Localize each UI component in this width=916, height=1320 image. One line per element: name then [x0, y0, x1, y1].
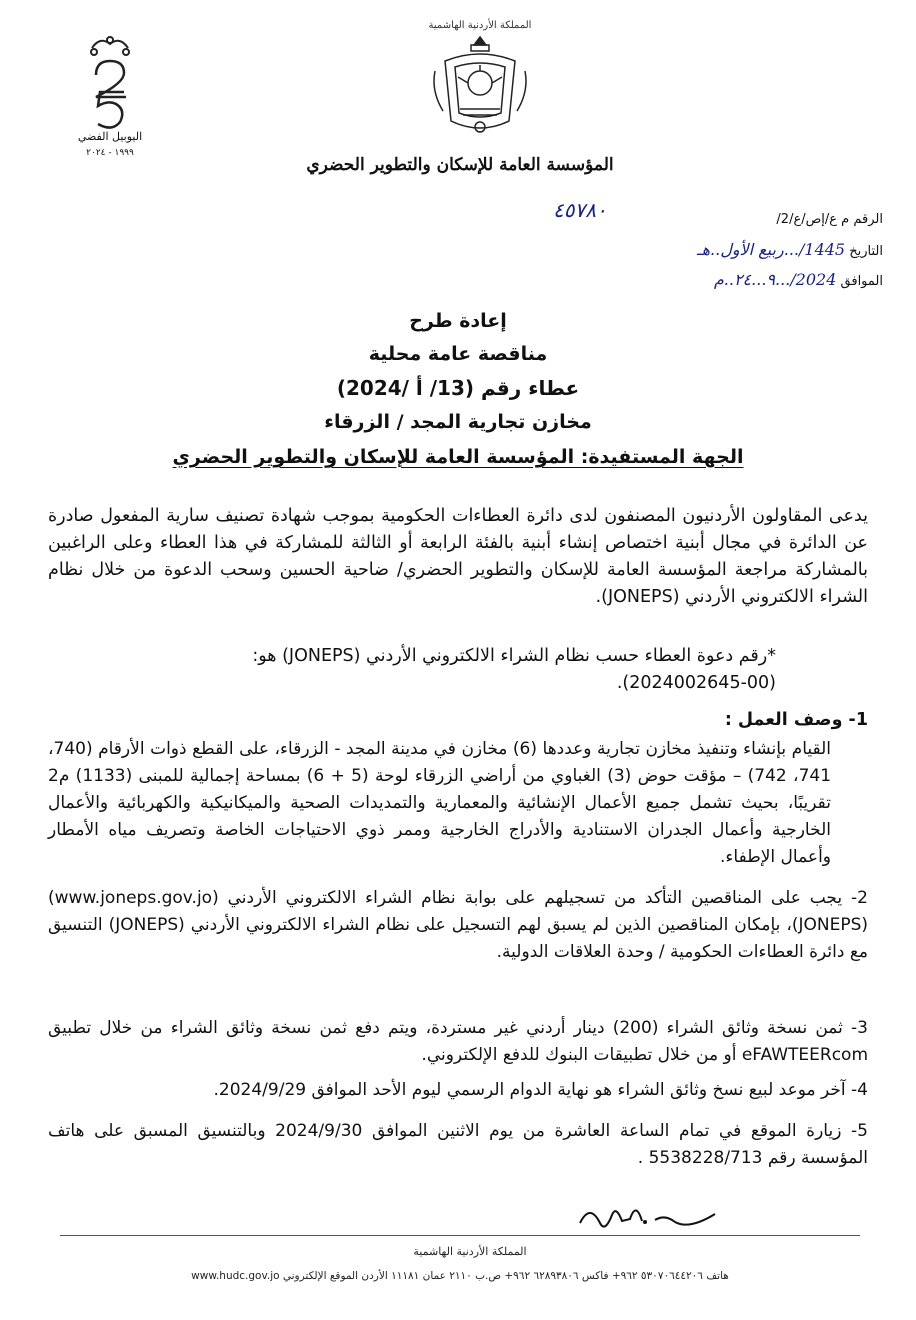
section-4: 4- آخر موعد لبيع نسخ وثائق الشراء هو نهاية الدوام الرسمي ليوم الأحد الموافق 2024/9/29. — [213, 1080, 868, 1100]
organization-name: المؤسسة العامة للإسكان والتطوير الحضري — [306, 155, 614, 175]
title-beneficiary — [0, 446, 916, 468]
section-5: 5- زيارة الموقع في تمام الساعة العاشرة من يوم الاثنين الموافق 2024/9/30 وبالتنسيق المسبق على هاتف المؤسسة رقم 5538228/713 . — [48, 1121, 868, 1168]
intro-reference — [76, 643, 776, 697]
beneficiary-text: الجهة المستفيدة: المؤسسة العامة للإسكان والتطوير الحضري — [172, 446, 744, 468]
reference-date-line — [553, 235, 883, 265]
anniversary-25-emblem-icon — [70, 30, 150, 130]
section-1-heading: 1- وصف العمل : — [724, 710, 868, 730]
emblem-caption: المملكة الأردنية الهاشمية — [428, 20, 532, 31]
reference-date-label: التاريخ — [849, 244, 883, 259]
title-project: مخازن تجارية المجد / الزرقاء — [324, 411, 592, 433]
footer-contact: هاتف ٥٣٠٧٠٦٤٤٢٠٦ ٩٦٢+ فاكس ٦٢٨٩٣٨٠٦ ٩٦٢+ ص.ب ٢١١٠ عمان ١١١٨١ الأردن الموقع الإلكتروني www.hudc.gov.jo — [191, 1270, 729, 1282]
signature-icon — [575, 1198, 735, 1238]
anniversary-years: ١٩٩٩ - ٢٠٢٤ — [86, 148, 134, 158]
reference-agreed-value: 2024/...٩...٢٤..م — [713, 270, 837, 289]
section-1-body: القيام بإنشاء وتنفيذ مخازن تجارية وعددها (6) مخازن في مدينة المجد - الزرقاء، على القطع ذوات الأرقام (740، 741، 742) – مؤقت حوض (3) الغباوي من أراضي الزرقاء لوحة (5 + 6) بمساحة إجمالية للمبنى (1133) م2 تقريبًا، بحيث تشمل جميع الأعمال الإنشائية والمعمارية والتمديدات الصحية والميكانيكية والكهربائية والأعمال الخارجية وأعمال الجدران الاستنادية والأدراج الخارجية وممر ذوي الاحتياجات الخاصة وتصريف مياه الأمطار وأعمال الإطفاء. — [48, 739, 832, 867]
intro-reference-line2: (2024002645-00). — [616, 673, 776, 693]
footer-divider — [60, 1235, 860, 1236]
reference-number-label: الرقم — [853, 212, 883, 227]
coat-of-arms-icon — [425, 31, 535, 141]
title-retender: إعادة طرح — [409, 310, 507, 332]
title-tender-number: عطاء رقم (13/ أ /2024) — [336, 376, 580, 400]
reference-number-line — [553, 198, 883, 235]
reference-number-handwritten: ٤٥٧٨٠ — [553, 198, 607, 222]
reference-agreed-label: الموافق — [840, 274, 883, 289]
footer-kingdom: المملكة الأردنية الهاشمية — [413, 1245, 527, 1258]
section-2: 2- يجب على المناقصين التأكد من تسجيلهم على بوابة نظام الشراء الالكتروني الأردني (www.joneps.gov.jo) (JONEPS)، بإمكان المناقصين الذين لم يسبق لهم التسجيل على نظام الشراء الالكتروني الأردني (JONEPS) التنسيق مع دائرة العطاءات الحكومية / وحدة العلاقات الدولية. — [48, 888, 869, 962]
reference-date-value: 1445/...ربيع الأول..هـ — [696, 240, 846, 259]
anniversary-caption: اليوبيل الفضي — [77, 130, 143, 143]
reference-block — [553, 198, 883, 295]
reference-agreed-line — [553, 265, 883, 295]
section-3: 3- ثمن نسخة وثائق الشراء (200) دينار أردني غير مستردة، ويتم دفع ثمن نسخة وثائق الشراء من خلال تطبيق eFAWTEERcom أو من خلال تطبيقات البنوك للدفع الإلكتروني. — [48, 1018, 868, 1065]
anniversary-logo — [70, 30, 150, 170]
royal-emblem — [420, 20, 540, 160]
title-tender-type: مناقصة عامة محلية — [368, 343, 548, 365]
reference-number-value: م ع/إص/ع/2/ — [776, 212, 850, 227]
intro-paragraph: يدعى المقاولون الأردنيون المصنفون لدى دائرة العطاءات الحكومية بموجب شهادة تصنيف سارية المفعول صادرة عن الدائرة في مجال أبنية اختصاص إنشاء أبنية بالفئة الرابعة أو الثالثة للمشاركة في هذا العطاء وعلى الراغبين بالمشاركة مراجعة المؤسسة العامة للإسكان والتطوير الحضري/ ضاحية الحسين وسحب الدعوة من خلال نظام الشراء الالكتروني الأردني (JONEPS). — [48, 506, 868, 607]
intro-reference-line1: *رقم دعوة العطاء حسب نظام الشراء الالكتروني الأردني (JONEPS) هو: — [252, 646, 776, 666]
